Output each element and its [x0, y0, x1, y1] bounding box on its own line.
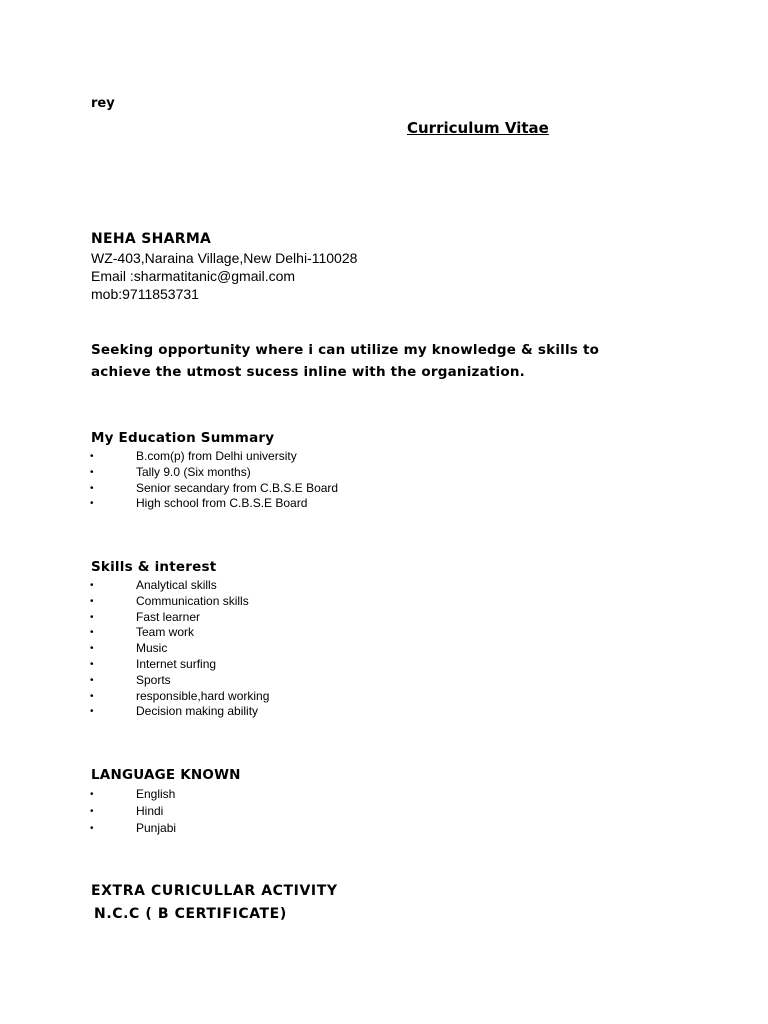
bullet-icon: •: [90, 451, 94, 462]
education-heading: My Education Summary: [91, 430, 275, 446]
extracurricular-heading: EXTRA CURICULLAR ACTIVITY: [91, 883, 338, 899]
document-title: Curriculum Vitae: [407, 119, 549, 137]
objective-line-1: Seeking opportunity where i can utilize my knowledge & skills to: [91, 342, 600, 358]
languages-heading: LANGUAGE KNOWN: [91, 767, 241, 783]
list-item-text: Tally 9.0 (Six months): [136, 464, 251, 479]
list-item-text: Communication skills: [136, 593, 249, 608]
bullet-icon: •: [90, 595, 94, 607]
corner-text: rey: [91, 96, 115, 111]
list-item-text: responsible,hard working: [136, 688, 270, 703]
bullet-icon: •: [90, 706, 94, 718]
bullet-icon: •: [90, 498, 94, 510]
bullet-icon: •: [90, 823, 94, 834]
list-item-text: High school from C.B.S.E Board: [136, 496, 308, 511]
objective-line-2: achieve the utmost sucess inline with the organization.: [91, 364, 526, 380]
extracurricular-item: N.C.C ( B CERTIFICATE): [94, 906, 287, 922]
list-item-text: Music: [136, 641, 168, 656]
bullet-icon: •: [90, 627, 94, 639]
skills-heading: Skills & interest: [91, 559, 217, 575]
bullet-icon: •: [90, 674, 94, 686]
list-item-text: English: [136, 787, 176, 801]
list-item-text: Analytical skills: [136, 578, 217, 592]
list-item-text: Internet surfing: [136, 656, 217, 671]
list-item-text: B.com(p) from Delhi university: [136, 449, 297, 463]
bullet-icon: •: [90, 482, 94, 494]
bullet-icon: •: [90, 643, 94, 655]
bullet-icon: •: [90, 466, 94, 478]
list-item-text: Hindi: [136, 804, 164, 818]
address-line: WZ-403,Naraina Village,New Delhi-110028: [91, 250, 358, 266]
list-item-text: Sports: [136, 672, 171, 687]
bullet-icon: •: [90, 658, 94, 670]
mobile-line: mob:9711853731: [91, 286, 199, 302]
bullet-icon: •: [90, 789, 94, 800]
bullet-icon: •: [90, 611, 94, 623]
email-line: Email :sharmatitanic@gmail.com: [91, 268, 296, 284]
list-item-text: Senior secandary from C.B.S.E Board: [136, 480, 339, 495]
list-item-text: Fast learner: [136, 609, 201, 624]
bullet-icon: •: [90, 690, 94, 702]
list-item-text: Punjabi: [136, 821, 177, 835]
list-item-text: Decision making ability: [136, 704, 259, 719]
list-item-text: Team work: [136, 625, 195, 640]
bullet-icon: •: [90, 806, 94, 817]
candidate-name: NEHA SHARMA: [91, 231, 212, 247]
bullet-icon: •: [90, 580, 94, 591]
